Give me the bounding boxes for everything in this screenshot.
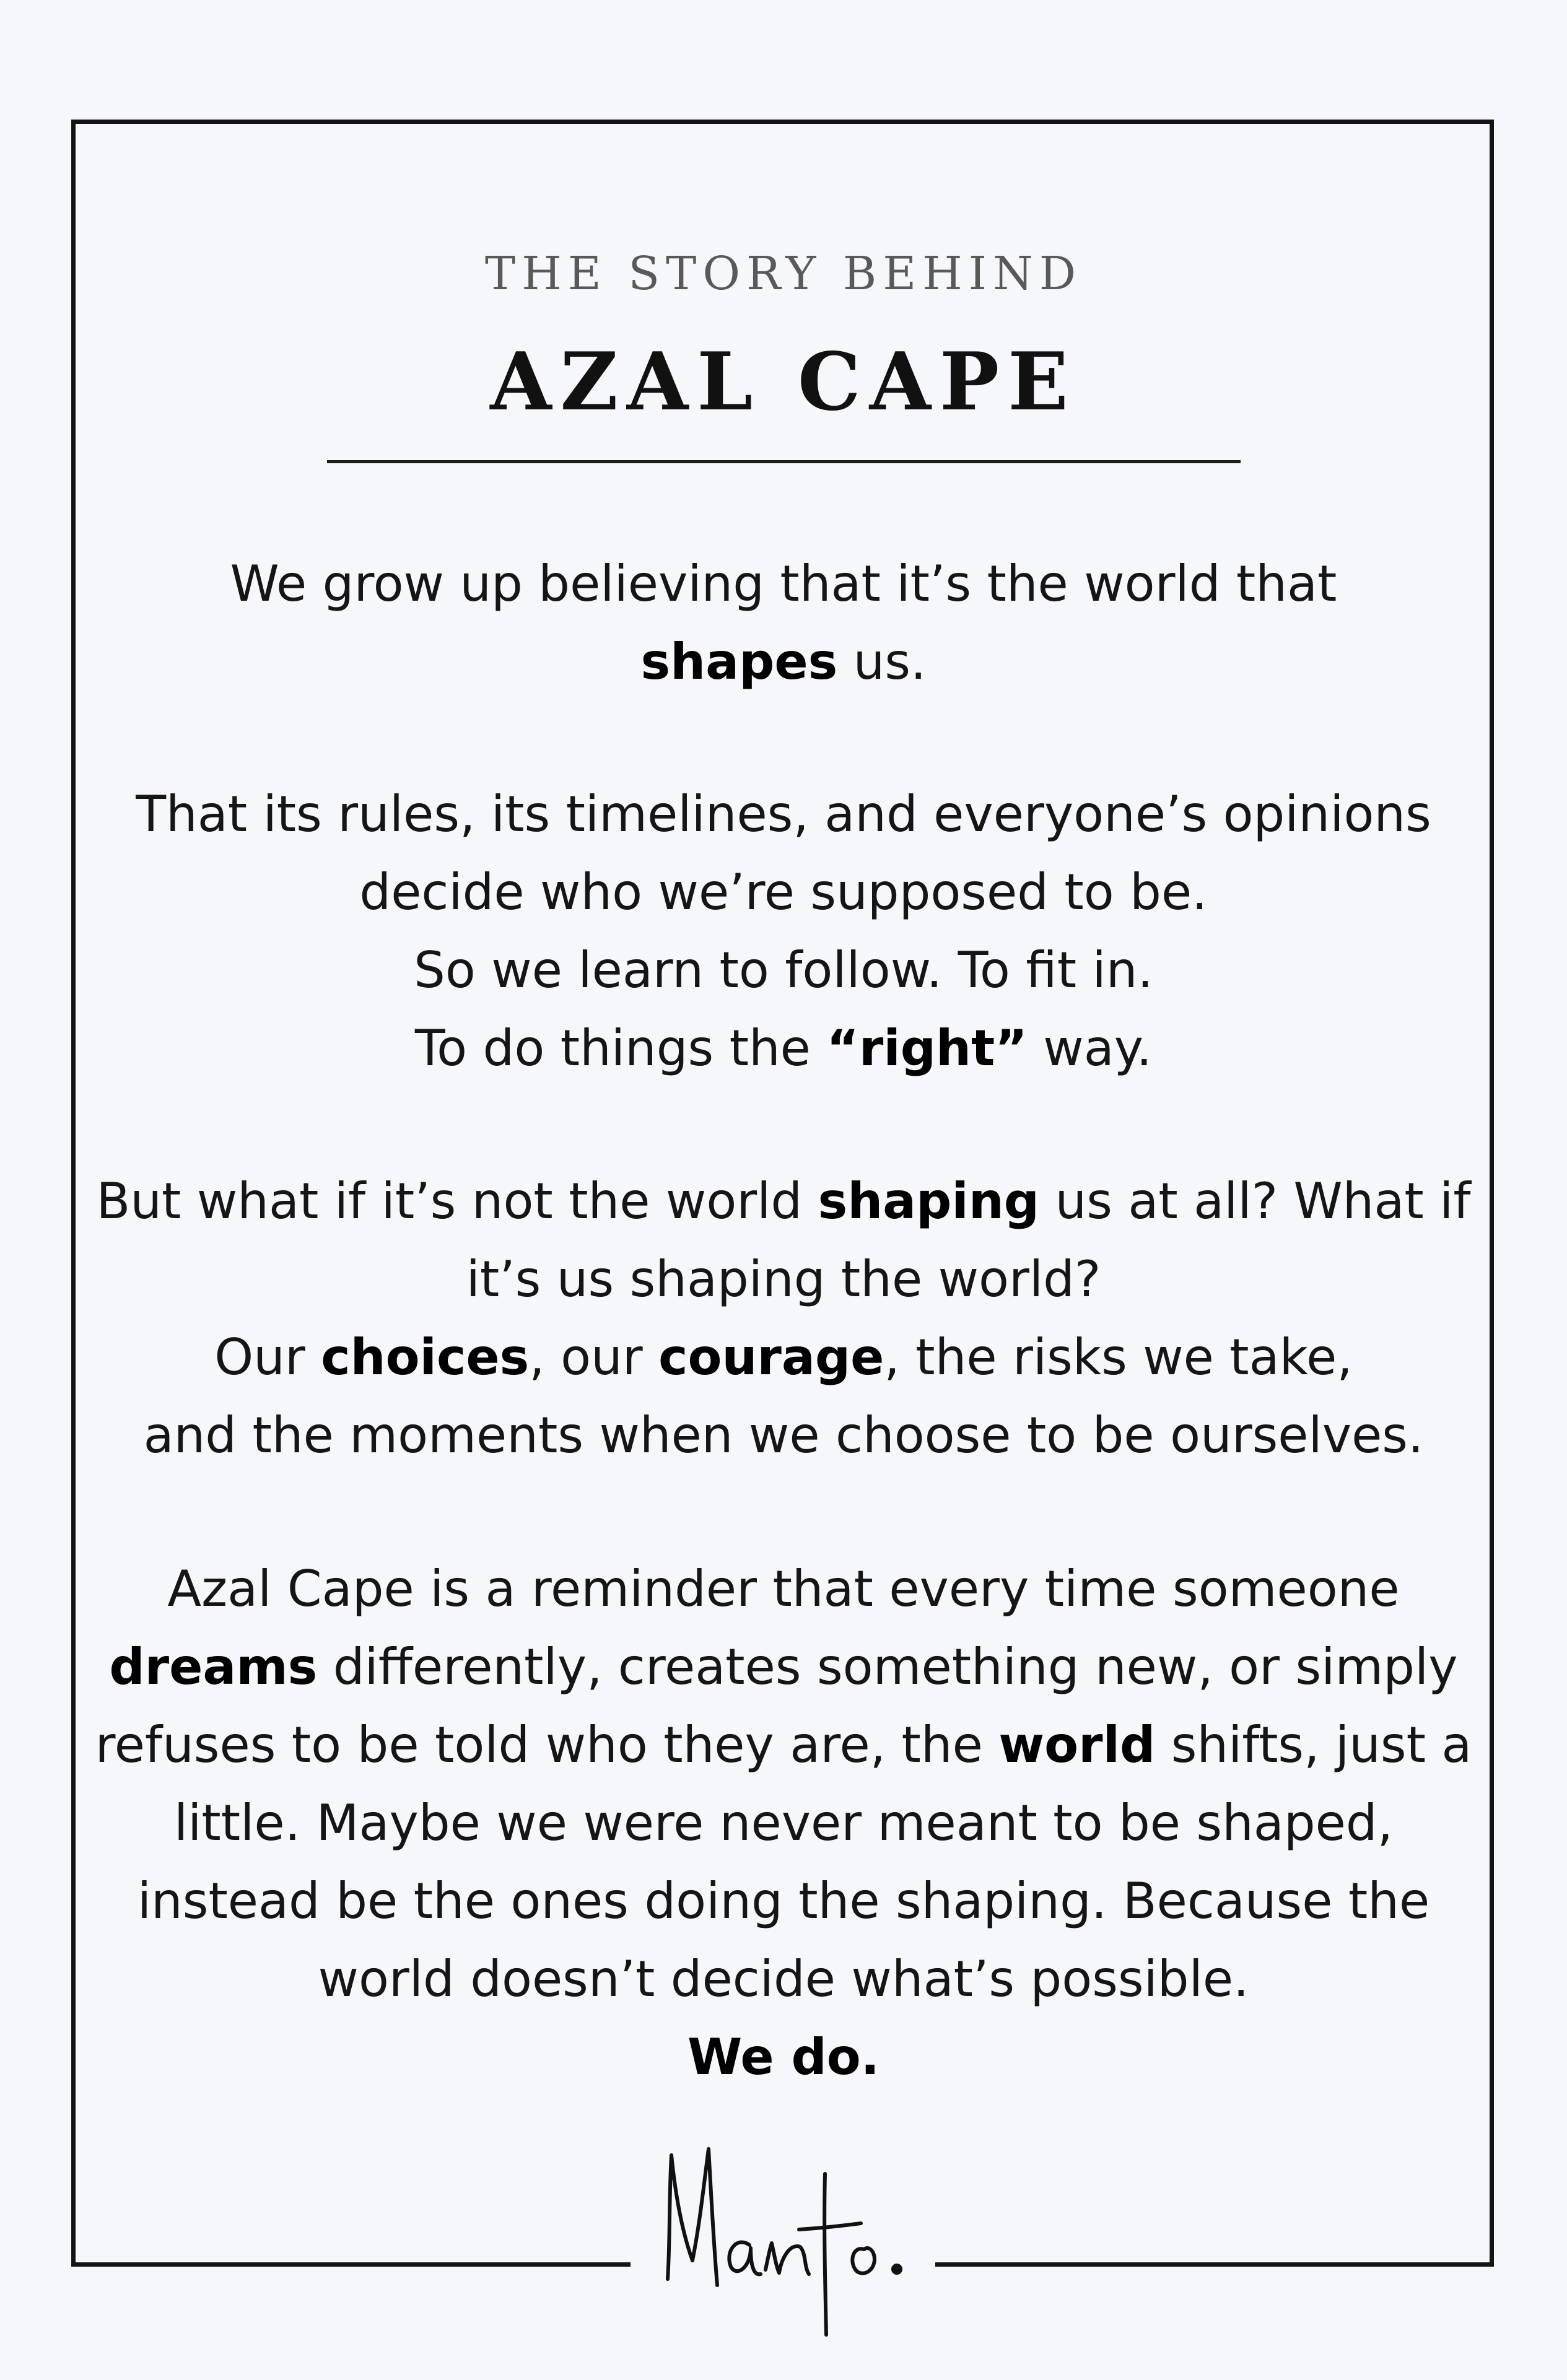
story-line	[0, 1009, 1567, 1088]
story-line	[0, 931, 1567, 1009]
story-line	[0, 1706, 1567, 1784]
emphasis-text: We do.	[687, 2028, 880, 2086]
body-text: and the moments when we choose to be ourselves.	[143, 1406, 1424, 1464]
signature-manto	[644, 2137, 935, 2341]
body-text: So we learn to follow. To fit in.	[414, 941, 1153, 999]
body-text: , our	[529, 1328, 659, 1386]
body-text: Our	[214, 1328, 321, 1386]
emphasis-text: courage	[658, 1328, 884, 1386]
story-paragraph-4	[0, 1550, 1567, 2096]
emphasis-text: shapes	[640, 633, 838, 691]
body-text: us.	[837, 633, 927, 691]
story-line	[0, 1550, 1567, 1628]
body-text: Azal Cape is a reminder that every time someone	[167, 1560, 1400, 1618]
story-paragraph-3	[0, 1162, 1567, 1475]
body-text: decide who we’re supposed to be.	[359, 863, 1208, 921]
emphasis-text: shaping	[818, 1172, 1040, 1230]
body-text: way.	[1027, 1019, 1153, 1077]
body-text: , the risks we take,	[884, 1328, 1353, 1386]
body-text: shifts, just a	[1155, 1716, 1472, 1774]
emphasis-text: world	[998, 1716, 1156, 1774]
frame-bottom-left-rule	[71, 2262, 631, 2267]
body-text: world doesn’t decide what’s possible.	[318, 1950, 1249, 2008]
story-paragraph-2	[0, 775, 1567, 1088]
body-text: But what if it’s not the world	[96, 1172, 818, 1230]
body-text: differently, creates something new, or simply	[317, 1638, 1458, 1696]
body-text: it’s us shaping the world?	[466, 1250, 1101, 1308]
story-line	[0, 623, 1567, 701]
body-text: instead be the ones doing the shaping. Because the	[137, 1872, 1430, 1930]
story-line	[0, 775, 1567, 853]
body-text: refuses to be told who they are, the	[95, 1716, 999, 1774]
body-text: That its rules, its timelines, and everyone’s opinions	[136, 785, 1431, 843]
emphasis-text: choices	[321, 1328, 530, 1386]
story-line	[0, 1784, 1567, 1862]
story-line	[0, 1940, 1567, 2018]
emphasis-text: dreams	[109, 1638, 318, 1696]
body-text: little. Maybe we were never meant to be shaped,	[173, 1794, 1394, 1852]
story-line	[0, 1162, 1567, 1240]
eyebrow-heading: THE STORY BEHIND	[484, 247, 1083, 300]
body-text: To do things the	[414, 1019, 827, 1077]
story-paragraph-1	[0, 545, 1567, 701]
story-line	[0, 1240, 1567, 1319]
story-line	[0, 545, 1567, 623]
page-title: AZAL CAPE	[490, 336, 1077, 429]
story-line	[0, 1628, 1567, 1706]
body-text: We grow up believing that it’s the world that	[230, 555, 1337, 612]
frame-bottom-right-rule	[935, 2262, 1494, 2267]
story-line	[0, 853, 1567, 931]
emphasis-text: “right”	[826, 1019, 1028, 1077]
story-line	[0, 1397, 1567, 1475]
title-divider	[327, 460, 1241, 463]
story-line	[0, 2018, 1567, 2096]
story-line	[0, 1862, 1567, 1940]
story-line	[0, 1319, 1567, 1397]
body-text: us at all? What if	[1039, 1172, 1471, 1230]
